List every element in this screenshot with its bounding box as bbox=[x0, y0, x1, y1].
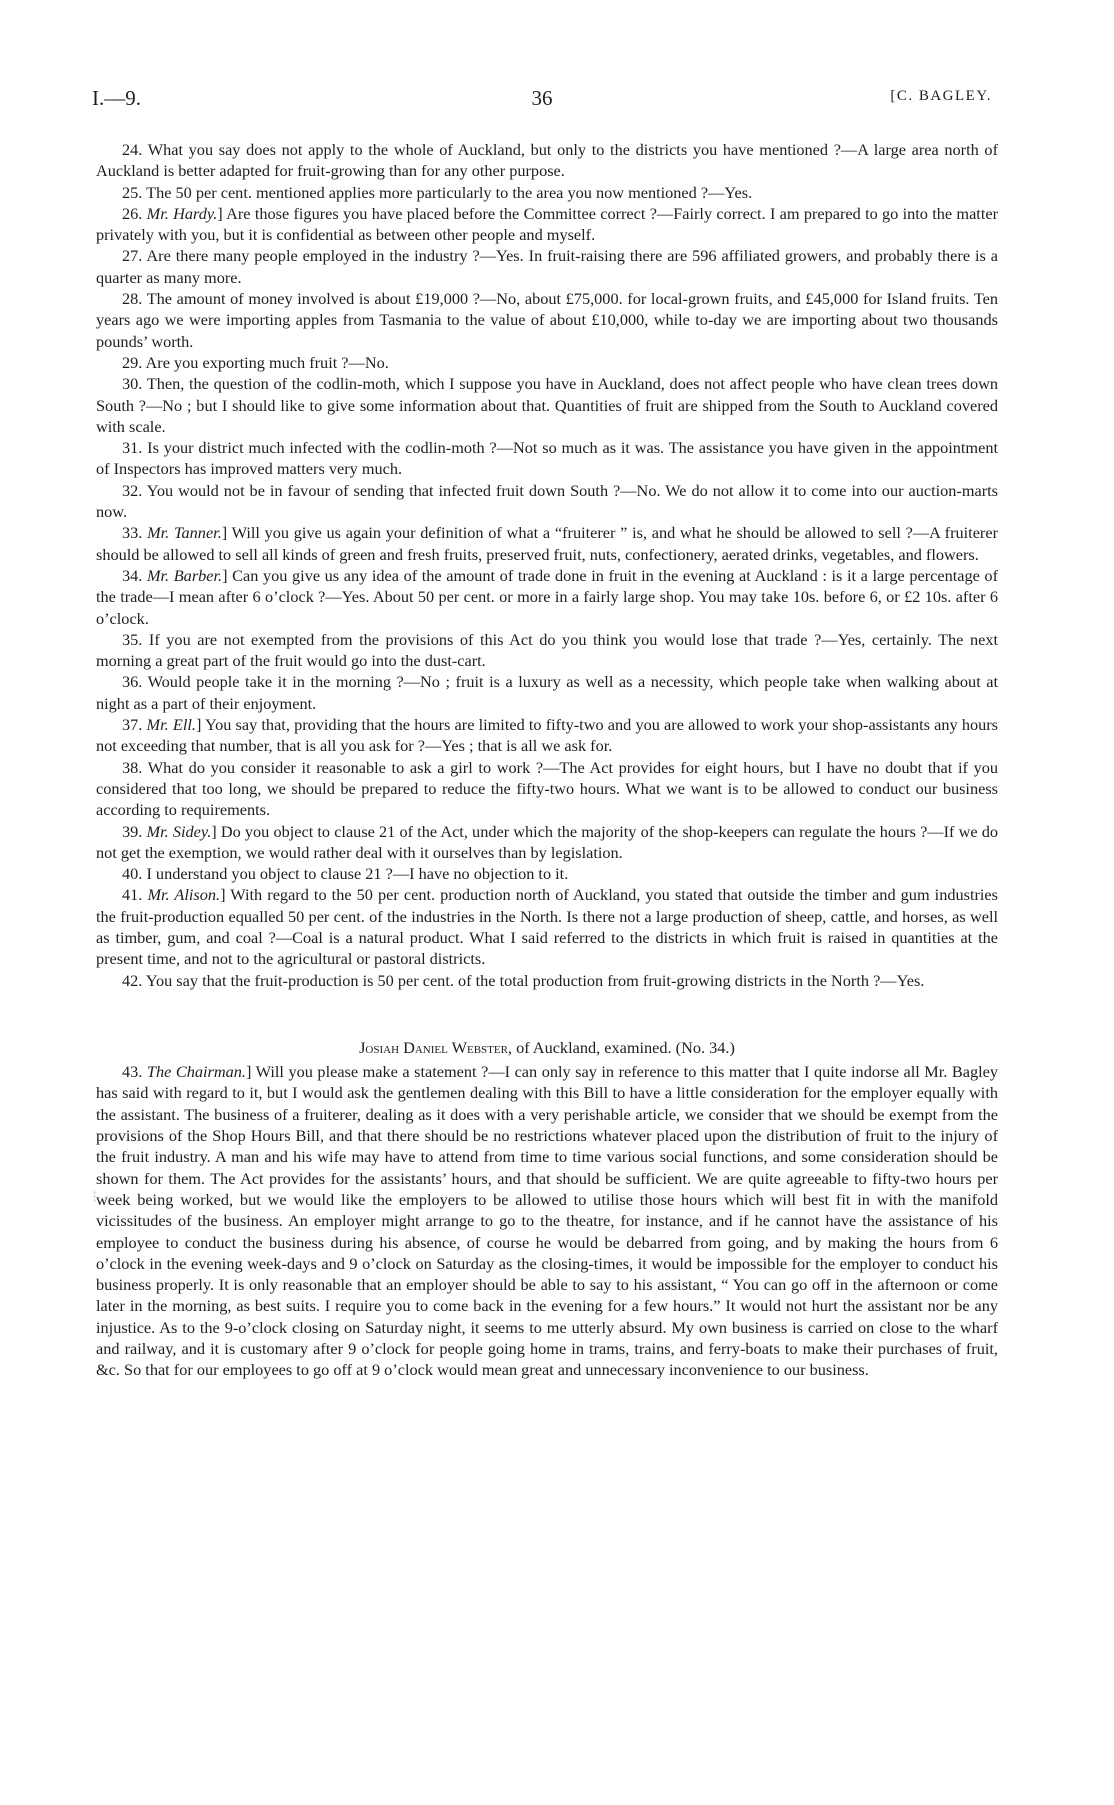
paragraph-text: You say that the fruit-production is 50 per cent. of the total production from fruit-growing districts in the North ?—Yes. bbox=[145, 970, 925, 990]
paragraph-number: 39. bbox=[122, 821, 143, 841]
speaker-name: Mr. Alison. bbox=[147, 885, 221, 905]
witness-running-head: [C. BAGLEY. bbox=[890, 88, 992, 104]
witness-details: of Auckland, examined. (No. 34.) bbox=[516, 1037, 735, 1057]
page-header bbox=[92, 86, 992, 116]
page-body bbox=[96, 139, 998, 1381]
paragraph-number: 32. bbox=[122, 480, 143, 500]
question-paragraph bbox=[96, 182, 998, 203]
paragraph-number: 43. bbox=[122, 1062, 143, 1082]
question-paragraph bbox=[96, 139, 998, 182]
paragraph-number: 35. bbox=[122, 629, 143, 649]
paragraph-text: If you are not exempted from the provisions of this Act do you think you would lose that trade ?—Yes, certainly. The next morning a great part of the fruit would go into the dust-cart. bbox=[96, 629, 998, 671]
paragraph-number: 33. bbox=[122, 523, 143, 543]
question-paragraph bbox=[96, 863, 998, 884]
paragraph-number: 30. bbox=[122, 374, 143, 394]
paragraph-number: 38. bbox=[122, 757, 143, 777]
speaker-name: Mr. Hardy. bbox=[146, 203, 218, 223]
speaker-name: Mr. Barber. bbox=[146, 565, 223, 585]
question-list bbox=[96, 139, 998, 991]
page-number: 36 bbox=[531, 86, 553, 110]
question-paragraph bbox=[96, 480, 998, 523]
speaker-name: Mr. Tanner. bbox=[147, 523, 222, 543]
paragraph-text: Are there many people employed in the industry ?—Yes. In fruit-raising there are 596 affiliated growers, and probably there is a quarter as many more. bbox=[96, 246, 998, 287]
question-paragraph: 37. Mr. Ell.] You say that, providing that the hours are limited to fifty-two and you are allowed to work your shop-assistants any hours not exceeding that number, that is all you ask for ?—Yes ; that is all we ask for. bbox=[96, 715, 999, 756]
paragraph-text: I understand you object to clause 21 ?—I have no objection to it. bbox=[146, 864, 569, 884]
paragraph-text: Are you exporting much fruit ?—No. bbox=[145, 352, 389, 372]
paragraph-number: 41. bbox=[122, 885, 143, 905]
paragraph-number: 29. bbox=[122, 352, 143, 372]
margin-mark: ⁝ bbox=[92, 1189, 98, 1206]
paragraph-text: The 50 per cent. mentioned applies more particularly to the area you now mentioned ?—Yes. bbox=[146, 182, 753, 202]
question-paragraph bbox=[96, 437, 998, 480]
speaker-name: The Chairman. bbox=[146, 1062, 246, 1082]
paragraph-number: 25. bbox=[122, 182, 143, 202]
paragraph-text: Is your district much infected with the codlin-moth ?—Not so much as it was. The assistance you have given in the appointment of Inspectors has improved matters very much. bbox=[96, 438, 998, 479]
paper-reference: I.—9. bbox=[92, 86, 141, 110]
paragraph-number: 28. bbox=[122, 289, 143, 309]
paragraph-number: 34. bbox=[122, 565, 143, 585]
paragraph-text: Would people take it in the morning ?—No ; fruit is a luxury as well as a necessity, which people take when walking about at night as a part of their enjoyment. bbox=[96, 672, 998, 713]
question-paragraph bbox=[96, 970, 998, 991]
paragraph-text: Can you give us any idea of the amount of trade done in fruit in the evening at Auckland : is it a large percentage of the trade—I mean after 6 o’clock ?—Yes. About 50 per cent. or more in a fairly large shop. You may take 10s. before 6, or £2 10s. after 6 o’clock. bbox=[96, 565, 998, 628]
paragraph-text: What do you consider it reasonable to ask a girl to work ?—The Act provides for eight hours, but I have no doubt that if you considered that too long, we should be prepared to reduce the fifty-two hours. What we want is to be allowed to conduct our business according to requirements. bbox=[96, 757, 998, 820]
question-paragraph bbox=[96, 373, 998, 437]
question-paragraph bbox=[96, 629, 998, 672]
question-paragraph bbox=[96, 245, 998, 288]
paragraph-text: Then, the question of the codlin-moth, which I suppose you have in Auckland, does not affect people who have clean trees down South ?—No ; but I should like to give some information about that. Quantities of fruit are shipped from the South to Auckland covered with scale. bbox=[96, 374, 998, 436]
question-paragraph: 34. Mr. Barber.] Can you give us any idea of the amount of trade done in fruit in the evening at Auckland : is it a large percentage of the trade—I mean after 6 o’clock ?—Yes. About 50 per cent. or more in a fairly large shop. You may take 10s. before 6, or £2 10s. after 6 o’clock. bbox=[96, 565, 998, 628]
question-paragraph: 33. Mr. Tanner.] Will you give us again your definition of what a “fruiterer ” is, and what he should be allowed to sell ?—A fruiterer should be allowed to sell all kinds of green and fresh fruits, preserved fruit, nuts, confectionery, aerated drinks, vegetables, and flowers. bbox=[96, 523, 999, 564]
paragraph-text: With regard to the 50 per cent. production north of Auckland, you stated that outside the timber and gum industries the fruit-production equalled 50 per cent. of the industries in the North. Is there not a large production of sheep, cattle, and horses, as well as timber, gum, and coal ?—Coal is a natural product. What I said referred to the districts in which fruit is raised in quantities at the present time, and not to the agricultural or pastoral districts. bbox=[96, 885, 998, 969]
paragraph-text: Do you object to clause 21 of the Act, under which the majority of the shop-keepers can regulate the hours ?—If we do not get the exemption, we would rather deal with it ourselves than by legislation. bbox=[96, 821, 998, 862]
paragraph-text: What you say does not apply to the whole of Auckland, but only to the districts you have mentioned ?—A large area north of Auckland is better adapted for fruit-growing than for any other purpose. bbox=[96, 140, 998, 181]
question-paragraph bbox=[96, 671, 998, 714]
paragraph-text: The amount of money involved is about £19,000 ?—No, about £75,000. for local-grown fruits, and £45,000 for Island fruits. Ten years ago we were importing apples from Tasmania to the value of about £10,000, while to-day we are importing about two thousands pounds’ worth. bbox=[96, 289, 998, 351]
paragraph-number: 36. bbox=[122, 672, 143, 692]
paragraph-number: 24. bbox=[122, 140, 143, 159]
question-paragraph: 41. Mr. Alison.] With regard to the 50 per cent. production north of Auckland, you stated that outside the timber and gum industries the fruit-production equalled 50 per cent. of the industries in the North. Is there not a large production of sheep, cattle, and horses, as well as timber, gum, and coal ?—Coal is a natural product. What I said referred to the districts in which fruit is raised in quantities at the present time, and not to the agricultural or pastoral districts. bbox=[96, 885, 998, 969]
question-paragraph: 26. Mr. Hardy.] Are those figures you have placed before the Committee correct ?—Fairly correct. I am prepared to go into the matter privately with you, but it is confidential as between other people and myself. bbox=[96, 203, 999, 245]
paragraph-number: 31. bbox=[122, 438, 143, 458]
paragraph-text: You would not be in favour of sending that infected fruit down South ?—No. We do not allow it to come into our auction-marts now. bbox=[96, 480, 998, 522]
paragraph-text: Will you please make a statement ?—I can only say in reference to this matter that I quite indorse all Mr. Bagley has said with regard to it, but I would ask the gentlemen dealing with this Bill to have a little consideration for the employer equally with the assistant. The business of a fruiterer, dealing as it does with a very perishable article, we consider that we should be exempt from the provisions of the Shop Hours Bill, and that there should be no restrictions whatever placed upon the distribution of fruit to the injury of the fruit industry. A man and his wife may have to attend from time to time various social functions, and some consideration should be shown for them. The Act provides for the assistants’ hours, and that should be sufficient. We are quite agreeable to fifty-two hours per week being worked, but we would like the employers to be allowed to utilise those hours which will best fit in with the manifold vicissitudes of the business. An employer might arrange to go to the theatre, for instance, and if he cannot have the assistance of his employee to conduct the business during his absence, of course he would be debarred from going, and by making the hours from 6 o’clock in the evening week-days and 9 o’clock on Saturday as the closing-times, it would be impossible for the employer to conduct his business properly. It is only reasonable that an employer should be able to say to his assistant, “ You can go off in the afternoon or come later in the morning, as best suits. I require you to come back in the evening for a few hours.” It would not hurt the assistant nor be any injustice. As to the 9-o’clock closing on Saturday night, it seems to me utterly absurd. My own business is carried on close to the wharf and railway, and it is customary after 9 o’clock for people going home in trams, trains, and ferry-boats to make their purchases of fruit, &c. So that for our employees to go off at 9 o’clock would mean great and unnecessary inconvenience to our business. bbox=[96, 1062, 999, 1380]
paragraph-number: 42. bbox=[122, 970, 143, 990]
paragraph-text: Will you give us again your definition of what a “fruiterer ” is, and what he should be allowed to sell ?—A fruiterer should be allowed to sell all kinds of green and fresh fruits, preserved fruit, nuts, confectionery, aerated drinks, vegetables, and flowers. bbox=[96, 523, 999, 564]
question-paragraph bbox=[96, 288, 998, 352]
paragraph-number: 40. bbox=[122, 864, 143, 884]
paragraph-number: 26. bbox=[122, 203, 143, 223]
question-paragraph: 39. Mr. Sidey.] Do you object to clause 21 of the Act, under which the majority of the shop-keepers can regulate the hours ?—If we do not get the exemption, we would rather deal with it ourselves than by legislation. bbox=[96, 821, 998, 862]
paragraph-text: Are those figures you have placed before the Committee correct ?—Fairly correct. I am prepared to go into the matter privately with you, but it is confidential as between other people and myself. bbox=[96, 203, 999, 245]
paragraph-text: You say that, providing that the hours are limited to fifty-two and you are allowed to work your shop-assistants any hours not exceeding that number, that is all you ask for ?—Yes ; that is all we ask for. bbox=[96, 715, 999, 756]
speaker-name: Mr. Ell. bbox=[146, 715, 196, 735]
paragraph-number: 37. bbox=[122, 715, 143, 735]
question-paragraph bbox=[96, 352, 998, 373]
paragraph-number: 27. bbox=[122, 246, 143, 266]
speaker-name: Mr. Sidey. bbox=[146, 821, 212, 841]
witness-heading bbox=[96, 1037, 998, 1058]
question-paragraph bbox=[96, 757, 998, 821]
statement-paragraph: 43. The Chairman.] Will you please make a statement ?—I can only say in reference to this matter that I quite indorse all Mr. Bagley has said with regard to it, but I would ask the gentlemen dealing with this Bill to have a little consideration for the employer equally with the assistant. The business of a fruiterer, dealing as it does with a very perishable article, we consider that we should be exempt from the provisions of the Shop Hours Bill, and that there should be no restrictions whatever placed upon the distribution of fruit to the injury of the fruit industry. A man and his wife may have to attend from time to time various social functions, and some consideration should be shown for them. The Act provides for the assistants’ hours, and that should be sufficient. We are quite agreeable to fifty-two hours per week being worked, but we would like the employers to be allowed to utilise those hours which will best fit in with the manifold vicissitudes of the business. An employer might arrange to go to the theatre, for instance, and if he cannot have the assistance of his employee to conduct the business during his absence, of course he would be debarred from going, and by making the hours from 6 o’clock in the evening week-days and 9 o’clock on Saturday as the closing-times, it would be impossible for the employer to conduct his business properly. It is only reasonable that an employer should be able to say to his assistant, “ You can go off in the afternoon or come later in the morning, as best suits. I require you to come back in the evening for a few hours.” It would not hurt the assistant nor be any injustice. As to the 9-o’clock closing on Saturday night, it seems to me utterly absurd. My own business is carried on close to the wharf and railway, and it is customary after 9 o’clock for people going home in trams, trains, and ferry-boats to make their purchases of fruit, &c. So that for our employees to go off at 9 o’clock would mean great and unnecessary inconvenience to our business. bbox=[96, 1062, 999, 1380]
witness-name: Josiah Daniel Webster, bbox=[359, 1037, 512, 1057]
